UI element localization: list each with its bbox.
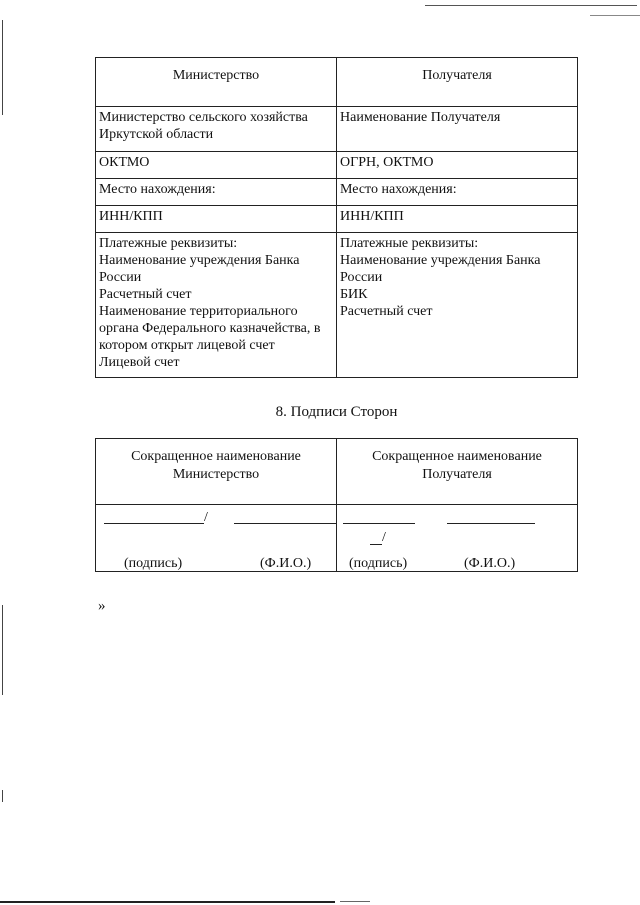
scan-edge-line — [425, 5, 637, 6]
signature-caption: (подпись) — [349, 556, 408, 571]
scan-edge-line — [0, 901, 335, 903]
recipient-payment-details-cell: Платежные реквизиты: Наименование учреждения Банка России БИК Расчетный счет — [337, 233, 578, 378]
table-row — [96, 179, 578, 206]
ministry-short-name-header: Сокращенное наименование Министерство — [96, 439, 337, 505]
recipient-signature-cell — [337, 505, 578, 572]
scan-margin-line — [2, 790, 3, 802]
location-cell: Место нахождения: — [96, 179, 337, 206]
name-caption: (Ф.И.О.) — [260, 556, 312, 571]
ogrn-oktmo-cell: ОГРН, ОКТМО — [337, 152, 578, 179]
table-row — [96, 107, 578, 152]
name-caption: (Ф.И.О.) — [464, 556, 516, 571]
signature-slash: / — [204, 510, 208, 525]
inn-kpp-cell: ИНН/КПП — [96, 206, 337, 233]
signatures-row — [96, 505, 578, 572]
recipient-name-cell: Наименование Получателя — [337, 107, 578, 152]
signature-line — [370, 544, 382, 545]
scan-margin-line — [2, 20, 3, 115]
recipient-short-name-header: Сокращенное наименование Получателя — [337, 439, 578, 505]
ministry-payment-details-cell: Платежные реквизиты: Наименование учреждения Банка России Расчетный счет Наименование территориального органа Федерального казначейства, в котором открыт лицевой счет Лицевой счет — [96, 233, 337, 378]
signature-slash: / — [382, 530, 386, 545]
signature-line — [343, 523, 415, 524]
scan-edge-line — [340, 901, 370, 902]
scan-edge-line — [590, 15, 640, 16]
requisites-table — [95, 57, 578, 378]
signature-caption: (подпись) — [124, 556, 183, 571]
table-header-row — [96, 58, 578, 107]
signature-line — [104, 523, 204, 524]
table-row — [96, 152, 578, 179]
recipient-column-header: Получателя — [337, 58, 578, 107]
signatures-table — [95, 438, 578, 572]
table-row — [96, 206, 578, 233]
signatures-title: 8. Подписи Сторон — [275, 404, 398, 420]
inn-kpp-cell: ИНН/КПП — [337, 206, 578, 233]
ministry-column-header: Министерство — [96, 58, 337, 107]
closing-quote-mark: » — [98, 598, 106, 614]
name-line — [447, 523, 535, 524]
location-cell: Место нахождения: — [337, 179, 578, 206]
table-row — [96, 233, 578, 378]
ministry-signature-cell — [96, 505, 337, 572]
ministry-name-cell: Министерство сельского хозяйства Иркутской области — [96, 107, 337, 152]
scan-margin-line — [2, 605, 3, 695]
signatures-header-row — [96, 439, 578, 505]
name-line — [234, 523, 336, 524]
oktmo-cell: ОКТМО — [96, 152, 337, 179]
